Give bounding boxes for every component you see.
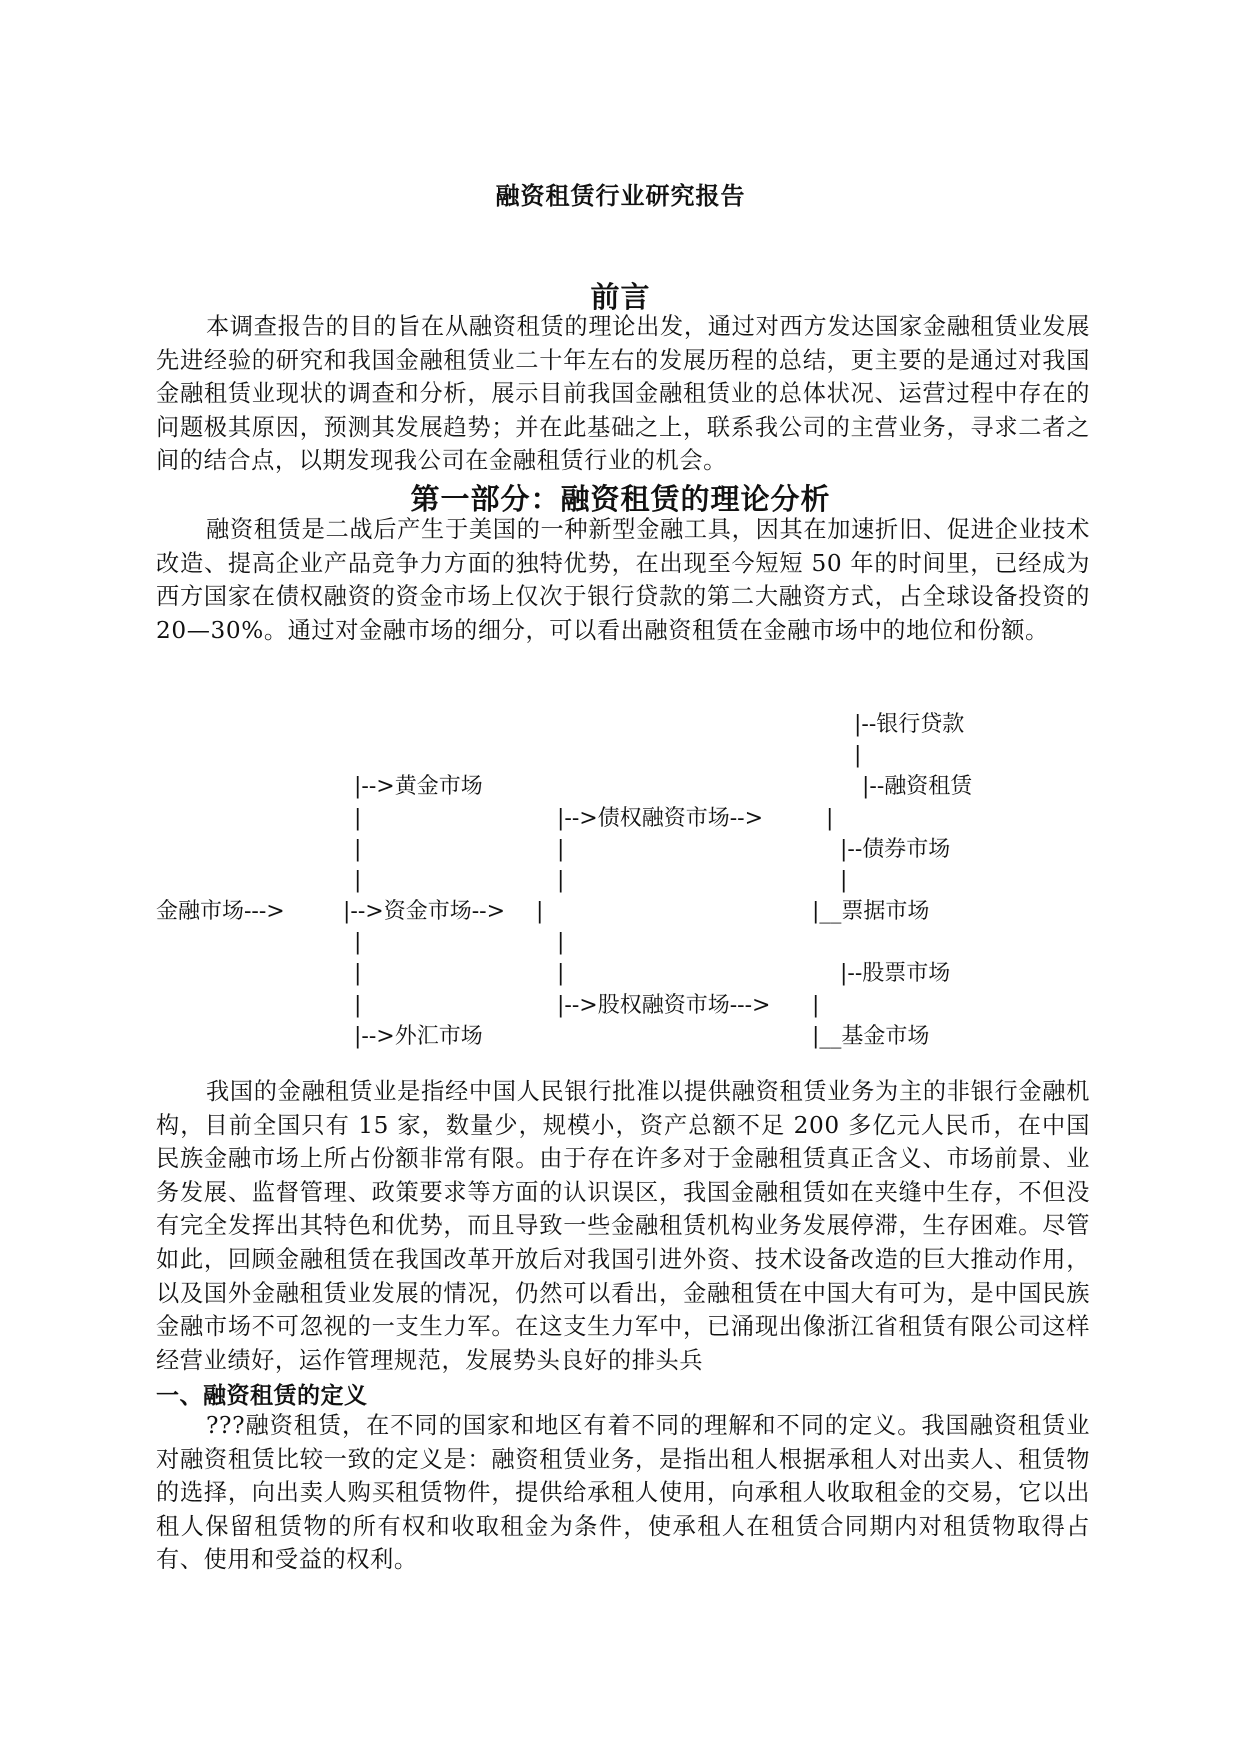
preface-paragraph: 本调查报告的目的旨在从融资租赁的理论出发，通过对西方发达国家金融租赁业发展先进经验的研究和我国金融租赁业二十年左右的发展历程的总结，更主要的是通过对我国金融租赁业现状的调查和分析，展示目前我国金融租赁业的总体状况、运营过程中存在的问题极其原因，预测其发展趋势；并在此基础之上，联系我公司的主营业务，寻求二者之间的结合点，以期发现我公司在金融租赁行业的机会。: [156, 313, 1090, 475]
document-title: 融资租赁行业研究报告: [495, 181, 746, 210]
connector-bar: |: [354, 868, 362, 893]
connector-bar: |: [557, 868, 565, 893]
connector-bar: |: [557, 837, 565, 862]
part1-body-paragraph: 我国的金融租赁业是指经中国人民银行批准以提供融资租赁业务为主的非银行金融机构，目前全国只有 15 家，数量少，规模小，资产总额不足 200 多亿元人民币，在中国民族金融市场上所占份额非常有限。由于存在许多对于金融租赁真正含义、市场前景、业务发展、监督管理、政策要求等方面的认识误区，我国金融租赁如在夹缝中生存，不但没有完全发挥出其特色和优势，而且导致一些金融租赁机构业务发展停滞，生存困难。尽管如此，回顾金融租赁在我国改革开放后对我国引进外资、技术设备改造的巨大推动作用，以及国外金融租赁业发展的情况，仍然可以看出，金融租赁在中国大有可为，是中国民族金融市场不可忽视的一支生力军。在这支生力军中，已涌现出像浙江省租赁有限公司这样经营业绩好，运作管理规范，发展势头良好的排头兵: [156, 1078, 1090, 1374]
node-stock-market: |--股票市场: [840, 961, 951, 986]
connector-bar: |: [354, 930, 362, 955]
connector-bar: |: [557, 961, 565, 986]
preface-heading: 前言: [590, 280, 651, 314]
definition-paragraph: ???融资租赁，在不同的国家和地区有着不同的理解和不同的定义。我国融资租赁业对融资租赁比较一致的定义是：融资租赁业务，是指出租人根据承租人对出卖人、租赁物的选择，向出卖人购买租赁物件，提供给承租人使用，向承租人收取租金的交易，它以出租人保留租赁物的所有权和收取租金为条件，使承租人在租赁合同期内对租赁物取得占有、使用和受益的权利。: [156, 1412, 1090, 1574]
connector-bar: |: [536, 899, 544, 924]
connector-bar: |: [354, 993, 362, 1018]
node-bond-market: |--债券市场: [840, 837, 951, 862]
connector-bar: |: [557, 930, 565, 955]
node-financial-leasing: |--融资租赁: [862, 774, 973, 799]
connector-bar: |: [354, 961, 362, 986]
connector-bar: |: [354, 806, 362, 831]
connector-bar: |: [840, 868, 848, 893]
node-bank-loan: |--银行贷款: [854, 712, 965, 737]
part1-intro-paragraph: 融资租赁是二战后产生于美国的一种新型金融工具，因其在加速折旧、促进企业技术改造、提高企业产品竞争力方面的独特优势，在出现至今短短 50 年的时间里，已经成为西方国家在债权融资的资金市场上仅次于银行贷款的第二大融资方式，占全球设备投资的 20—30%。通过对金融市场的细分，可以看出融资租赁在金融市场中的地位和份额。: [156, 516, 1090, 644]
connector-bar: |: [354, 837, 362, 862]
node-fund-market: |__基金市场: [812, 1024, 930, 1049]
node-capital-market: |-->资金市场-->: [343, 899, 506, 924]
node-bill-market: |__票据市场: [812, 899, 930, 924]
connector-bar: |: [826, 806, 834, 831]
connector-bar: |: [854, 743, 862, 768]
node-financial-market: 金融市场--->: [156, 899, 285, 924]
connector-bar: |: [812, 993, 820, 1018]
node-equity-financing-market: |-->股权融资市场--->: [557, 993, 771, 1018]
node-gold-market: |-->黄金市场: [354, 774, 483, 799]
node-forex-market: |-->外汇市场: [354, 1024, 483, 1049]
node-debt-financing-market: |-->债权融资市场-->: [557, 806, 764, 831]
part1-heading: 第一部分：融资租赁的理论分析: [410, 482, 831, 516]
definition-heading: 一、融资租赁的定义: [156, 1382, 368, 1409]
